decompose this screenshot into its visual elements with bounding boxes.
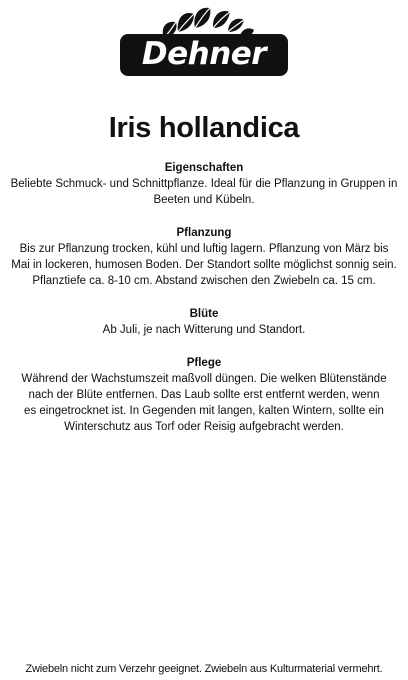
footer-note: Zwiebeln nicht zum Verzehr geeignet. Zwiebeln aus Kulturmaterial vermehrt. — [25, 663, 383, 675]
section-line: Mai in lockeren, humosen Boden. Der Standort sollte möglichst sonnig sein. — [11, 259, 397, 271]
page-title: Iris hollandica — [108, 112, 300, 144]
section-line: Bis zur Pflanzung trocken, kühl und luftig lagern. Pflanzung von März bis — [19, 243, 389, 255]
info-content — [4, 160, 404, 452]
section-heading: Pflanzung — [176, 227, 232, 239]
section-pflege — [4, 355, 404, 435]
section-heading: Eigenschaften — [164, 162, 244, 174]
section-line: Während der Wachstumszeit maßvoll düngen. Die welken Blütenstände — [21, 373, 387, 385]
section-bluete — [4, 306, 404, 338]
section-line: es eingetrocknet ist. In Gegenden mit langen, kalten Wintern, sollte ein — [24, 405, 384, 417]
dehner-logo — [120, 4, 288, 76]
section-line: Ab Juli, je nach Witterung und Standort. — [102, 324, 306, 336]
section-line: nach der Blüte entfernen. Das Laub sollte erst entfernt werden, wenn — [28, 389, 380, 401]
section-heading: Pflege — [186, 357, 222, 369]
section-eigenschaften — [4, 160, 404, 208]
section-line: Beliebte Schmuck- und Schnittpflanze. Ideal für die Pflanzung in Gruppen in — [10, 178, 398, 190]
section-line: Winterschutz aus Torf oder Reisig aufgebracht werden. — [64, 421, 344, 433]
section-heading: Blüte — [189, 308, 219, 320]
section-line: Beeten und Kübeln. — [153, 194, 255, 206]
section-line: Pflanztiefe ca. 8-10 cm. Abstand zwischen den Zwiebeln ca. 15 cm. — [32, 275, 376, 287]
logo-wordmark: Dehner — [141, 36, 267, 72]
section-pflanzung — [4, 225, 404, 289]
